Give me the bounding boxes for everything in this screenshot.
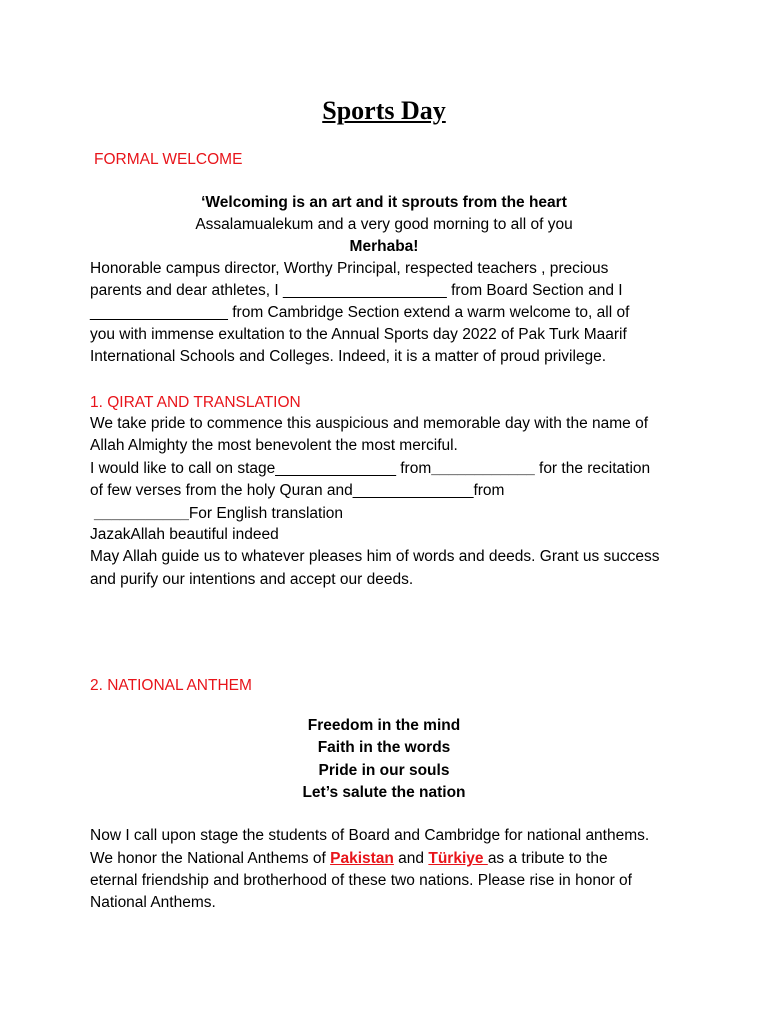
blank-field: ______________ — [352, 482, 474, 499]
welcome-paragraph-line: International Schools and Colleges. Indeed, it is a matter of proud privilege. — [90, 348, 607, 365]
text-fragment: I would like to call on stage — [90, 460, 276, 477]
section-heading-formal-welcome: FORMAL WELCOME — [94, 151, 243, 168]
welcome-quote: ‘Welcoming is an art and it sprouts from the heart — [201, 194, 567, 211]
welcome-paragraph-line: you with immense exultation to the Annual Sports day 2022 of Pak Turk Maarif — [90, 326, 627, 343]
qirat-line: We take pride to commence this auspicious and memorable day with the name of — [90, 415, 648, 432]
section-heading-qirat: 1. QIRAT AND TRANSLATION — [90, 394, 301, 411]
qirat-line — [94, 503, 343, 525]
qirat-line: and purify our intentions and accept our deeds. — [90, 571, 414, 588]
blank-field: ____________ — [431, 460, 535, 477]
qirat-line: JazakAllah beautiful indeed — [90, 526, 279, 543]
text-fragment: for the recitation — [534, 460, 651, 477]
qirat-line: Allah Almighty the most benevolent the most merciful. — [90, 437, 458, 454]
text-fragment: from — [473, 482, 505, 499]
welcome-paragraph-line: ________________ from Cambridge Section extend a warm welcome to, all of — [90, 304, 630, 321]
anthem-paragraph-line — [90, 848, 608, 870]
welcome-paragraph-line: parents and dear athletes, I ___________________ from Board Section and I — [90, 282, 623, 299]
anthem-paragraph-line: eternal friendship and brotherhood of these two nations. Please rise in honor of — [90, 872, 632, 889]
qirat-line: May Allah guide us to whatever pleases him of words and deeds. Grant us success — [90, 548, 660, 565]
anthem-verse-line: Pride in our souls — [318, 762, 450, 779]
text-fragment: of few verses from the holy Quran and — [90, 482, 353, 499]
text-fragment: We honor the National Anthems of — [90, 850, 331, 867]
blank-field: ______________ — [275, 460, 396, 477]
qirat-line — [90, 458, 650, 480]
welcome-paragraph-line: Honorable campus director, Worthy Principal, respected teachers , precious — [90, 260, 609, 277]
text-fragment: as a tribute to the — [487, 850, 608, 867]
merhaba-line: Merhaba! — [349, 238, 419, 255]
anthem-verse-line: Faith in the words — [317, 739, 451, 756]
anthem-verse-line: Let’s salute the nation — [302, 784, 466, 801]
text-fragment: from — [395, 460, 432, 477]
country-pakistan: Pakistan — [330, 850, 394, 867]
country-turkiye: Türkiye — [428, 850, 488, 867]
qirat-line — [90, 480, 504, 502]
text-fragment: For English translation — [188, 505, 344, 522]
page-title: Sports Day — [322, 96, 446, 125]
text-fragment: and — [393, 850, 429, 867]
anthem-verse-line: Freedom in the mind — [307, 717, 461, 734]
section-heading-anthem: 2. NATIONAL ANTHEM — [90, 677, 252, 694]
greeting-line: Assalamualekum and a very good morning to all of you — [195, 216, 573, 233]
blank-field: ___________ — [94, 505, 189, 522]
anthem-paragraph-line: Now I call upon stage the students of Board and Cambridge for national anthems. — [90, 827, 650, 844]
anthem-paragraph-line: National Anthems. — [90, 894, 216, 911]
